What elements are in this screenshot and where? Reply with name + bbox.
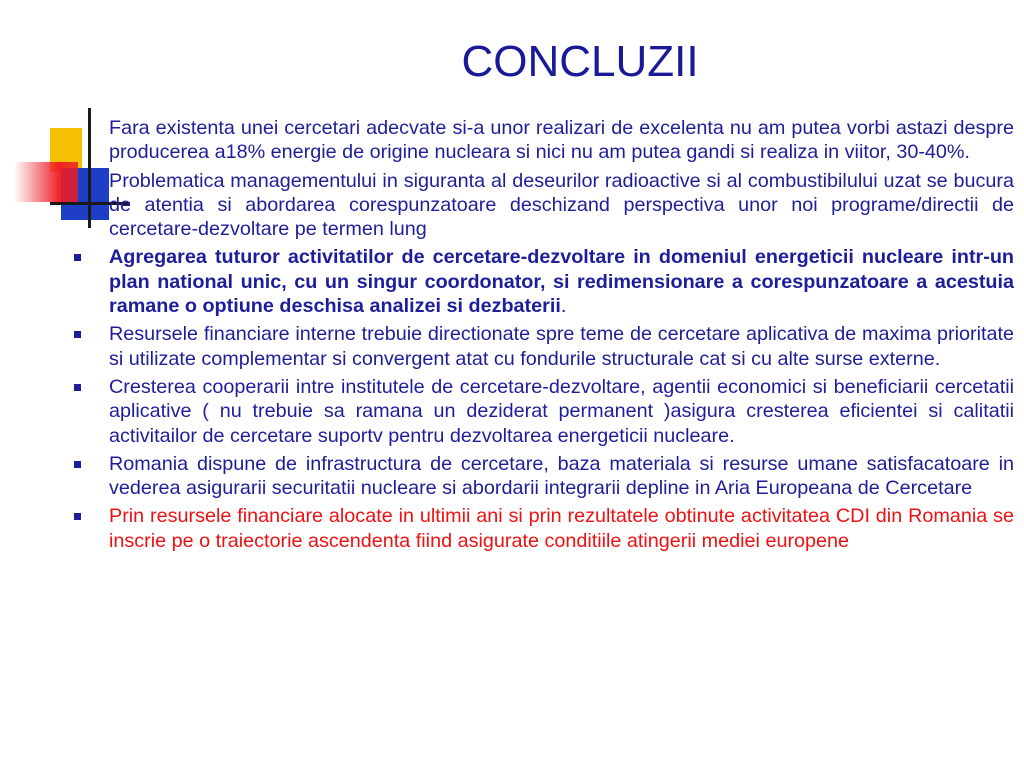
bullet-text: Resursele financiare interne trebuie directionate spre teme de cercetare aplicativa de maxima prioritate si utilizate complementar si convergent atat cu fondurile structurale cat si cu alte surse externe. [109,323,1014,370]
bullet-item [74,504,1014,553]
bullet-text: Agregarea tuturor activitatilor de cercetare-dezvoltare in domeniul energeticii nucleare intr-un plan national unic, cu un singur coordonator, si redimensionare a corespunzatoare a acestuia ramane o optiune deschisa analizei si dezbaterii [109,246,1014,318]
bullet-item [74,375,1014,448]
bullet-text: Cresterea cooperarii intre institutele de cercetare-dezvoltare, agentii economici si beneficiarii cercetatii aplicative ( nu trebuie sa ramana un deziderat permanent )asigura cresterea eficientei si calitatii activitailor de cercetare suportv pentru dezvoltarea energeticii nucleare. [109,375,1014,447]
bullet-marker-icon [74,513,81,520]
bullet-marker-icon [74,254,81,261]
bullet-text: Fara existenta unei cercetari adecvate si-a unor realizari de excelenta nu am putea vorbi astazi despre producerea a18% energie de origine nucleara si nici nu am putea gandi si realiza in viitor, 30-40%. [109,117,1014,164]
bullet-text: Prin resursele financiare alocate in ultimii ani si prin rezultatele obtinute activitatea CDI din Romania se inscrie pe o traiectorie ascendenta fiind asigurate conditiile atingerii mediei europene [109,505,1014,552]
bullet-item [74,169,1014,242]
bullet-text: Romania dispune de infrastructura de cercetare, baza materiala si resurse umane satisfacatoare in vederea asigurarii securitatii nucleare si abordarii integrarii depline in Aria Europeana de Cercetare [109,452,1014,500]
bullet-marker-icon [74,331,81,338]
decorative-red-gradient-bar [14,162,78,202]
slide-title: CONCLUZII [461,37,699,86]
bullet-text-tail: . [560,295,567,318]
bullet-item [74,322,1014,371]
bullet-marker-icon [74,384,81,391]
bullet-item [74,245,1014,318]
bullet-item [74,452,1014,501]
bullet-item [74,116,1014,165]
bullet-list [74,116,1014,557]
bullet-text: Problematica managementului in siguranta al deseurilor radioactive si al combustibilului uzat se bucura de atentia si abordarea corespunzatoare deschizand perspectiva unor noi programe/directii de cercetare-dezvoltare pe termen lung [109,169,1014,241]
bullet-marker-icon [74,461,81,468]
